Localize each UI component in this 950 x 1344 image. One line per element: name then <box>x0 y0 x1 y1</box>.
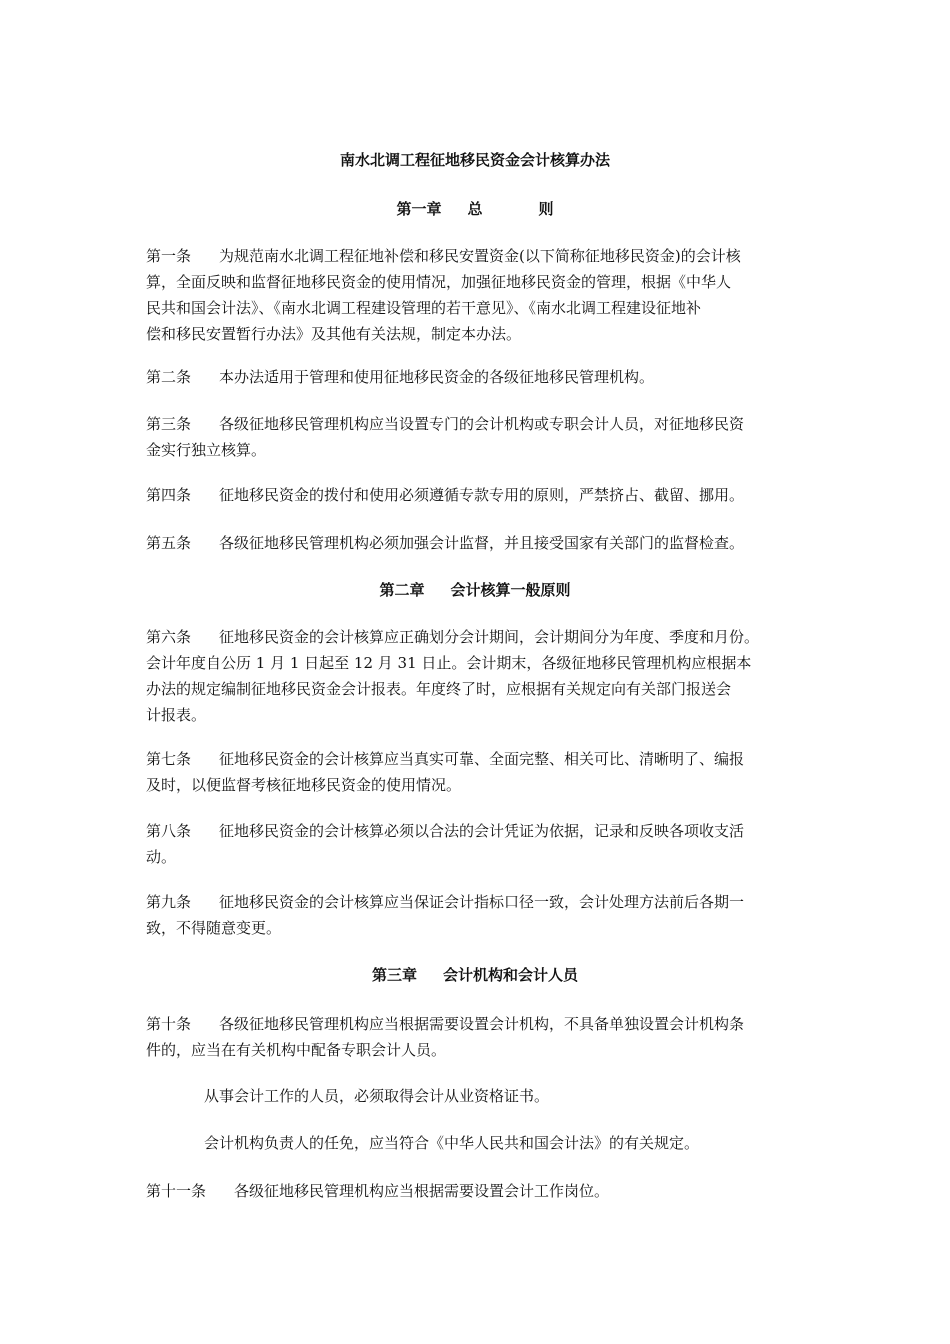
article-label: 第十一条 <box>146 1182 207 1200</box>
article <box>146 1011 810 1063</box>
article-label: 第九条 <box>146 893 192 911</box>
chapter-heading <box>0 199 950 219</box>
article-text: 及时，以便监督考核征地移民资金的使用情况。 <box>146 776 462 794</box>
article-text: 征地移民资金的会计核算应当真实可靠、全面完整、相关可比、清晰明了、编报 <box>219 750 745 768</box>
article <box>146 746 810 798</box>
article-label: 第四条 <box>146 486 192 504</box>
article-text: 办法的规定编制征地移民资金会计报表。年度终了时，应根据有关规定向有关部门报送会 <box>146 680 732 698</box>
article-label: 第六条 <box>146 628 192 646</box>
chapter-number: 第二章 <box>379 581 425 599</box>
article-text: 计报表。 <box>146 706 207 724</box>
article-text: 为规范南水北调工程征地补偿和移民安置资金(以下简称征地移民资金)的会计核 <box>219 247 741 265</box>
article <box>146 482 810 508</box>
article-text: 会计年度自公历 1 月 1 日起至 12 月 31 日止。会计期末，各级征地移民管理机构应根据本 <box>146 654 752 672</box>
article <box>146 364 810 390</box>
article-label: 第一条 <box>146 247 192 265</box>
chapter-number: 第三章 <box>371 966 417 984</box>
article-text: 件的，应当在有关机构中配备专职会计人员。 <box>146 1041 447 1059</box>
article-paragraph: 从事会计工作的人员，必须取得会计从业资格证书。 <box>204 1087 550 1105</box>
article-paragraph: 会计机构负责人的任免，应当符合《中华人民共和国会计法》的有关规定。 <box>204 1134 700 1152</box>
article-text: 偿和移民安置暂行办法》及其他有关法规，制定本办法。 <box>146 325 522 343</box>
document-title: 南水北调工程征地移民资金会计核算办法 <box>339 151 610 169</box>
article-text: 本办法适用于管理和使用征地移民资金的各级征地移民管理机构。 <box>219 368 655 386</box>
article <box>146 411 810 463</box>
article-text: 各级征地移民管理机构应当设置专门的会计机构或专职会计人员，对征地移民资 <box>219 415 745 433</box>
chapter-name: 会计核算一般原则 <box>450 581 571 599</box>
article-text: 征地移民资金的拨付和使用必须遵循专款专用的原则，严禁挤占、截留、挪用。 <box>219 486 745 504</box>
article-text: 各级征地移民管理机构必须加强会计监督，并且接受国家有关部门的监督检查。 <box>219 534 745 552</box>
article-text: 民共和国会计法》、《南水北调工程建设管理的若干意见》、《南水北调工程建设征地补 <box>146 299 702 317</box>
article-label: 第七条 <box>146 750 192 768</box>
chapter-heading <box>0 580 950 600</box>
chapter-heading <box>0 965 950 985</box>
chapter-name: 会计机构和会计人员 <box>443 966 579 984</box>
article-text: 动。 <box>146 848 177 866</box>
article-text: 致，不得随意变更。 <box>146 919 282 937</box>
chapter-number: 第一章 <box>396 200 442 218</box>
article-label: 第八条 <box>146 822 192 840</box>
article-label: 第二条 <box>146 368 192 386</box>
article-label: 第十条 <box>146 1015 192 1033</box>
article-label: 第五条 <box>146 534 192 552</box>
article-text: 算，全面反映和监督征地移民资金的使用情况，加强征地移民资金的管理，根据《中华人 <box>146 273 732 291</box>
article <box>146 889 810 941</box>
article-text: 各级征地移民管理机构应当根据需要设置会计工作岗位。 <box>234 1182 610 1200</box>
article-text: 征地移民资金的会计核算应当保证会计指标口径一致，会计处理方法前后各期一 <box>219 893 745 911</box>
article-text: 金实行独立核算。 <box>146 441 267 459</box>
article-label: 第三条 <box>146 415 192 433</box>
article-text: 征地移民资金的会计核算应正确划分会计期间，会计期间分为年度、季度和月份。 <box>219 628 760 646</box>
article <box>146 624 810 728</box>
article <box>146 530 810 556</box>
article-text: 各级征地移民管理机构应当根据需要设置会计机构，不具备单独设置会计机构条 <box>219 1015 745 1033</box>
article <box>146 1178 810 1204</box>
article <box>146 243 810 347</box>
chapter-name-part: 总 <box>467 200 483 218</box>
chapter-name-part: 则 <box>538 200 554 218</box>
article-text: 征地移民资金的会计核算必须以合法的会计凭证为依据，记录和反映各项收支活 <box>219 822 745 840</box>
article <box>146 818 810 870</box>
